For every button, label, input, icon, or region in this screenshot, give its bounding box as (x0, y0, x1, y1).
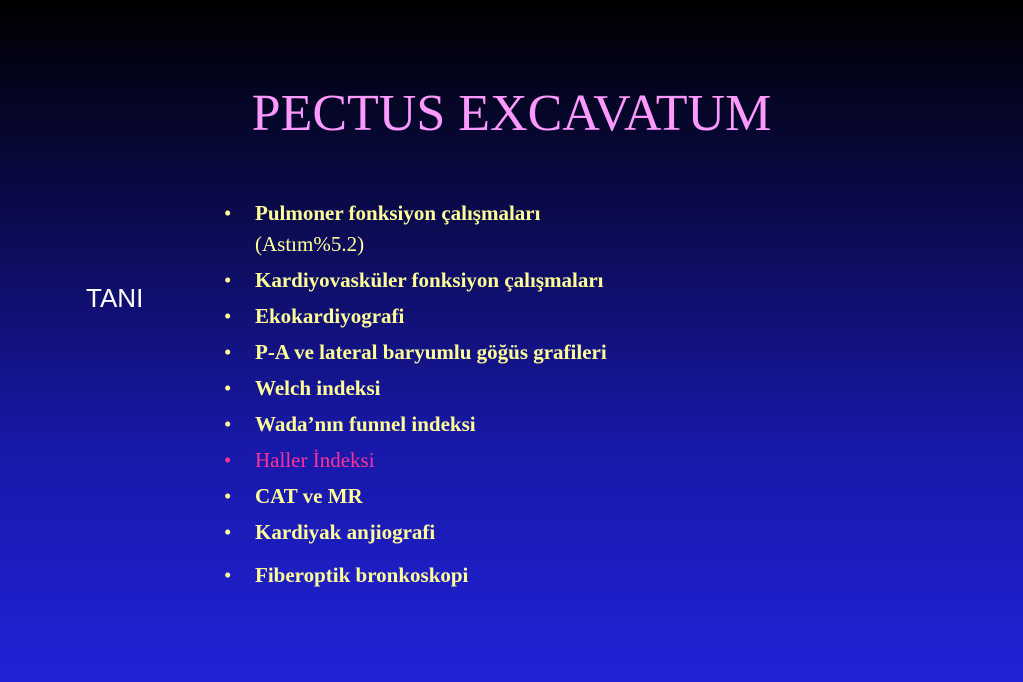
bullet-glyph: • (224, 448, 232, 472)
bullet-text: Welch indeksi (255, 376, 381, 400)
bullet-glyph: • (224, 304, 232, 328)
bullet-text: P-A ve lateral baryumlu göğüs grafileri (255, 340, 607, 364)
side-label: TANI (86, 283, 144, 313)
bullet-glyph: • (224, 268, 232, 292)
bullet-glyph: • (224, 563, 232, 587)
bullet-text: Ekokardiyografi (255, 304, 405, 328)
bullet-glyph: • (224, 520, 232, 544)
bullet-item-highlighted (224, 445, 624, 476)
bullet-subtext: (Astım%5.2) (255, 232, 365, 256)
bullet-item (224, 560, 624, 591)
bullet-text: Pulmoner fonksiyon çalışmaları (255, 201, 541, 225)
bullet-glyph: • (224, 484, 232, 508)
bullet-glyph: • (224, 340, 232, 364)
bullet-text: Kardiyak anjiografi (255, 520, 436, 544)
bullet-glyph: • (224, 201, 232, 225)
bullet-item (224, 409, 624, 440)
bullet-glyph: • (224, 376, 232, 400)
bullet-text: Haller İndeksi (255, 448, 375, 472)
bullet-glyph: • (224, 412, 232, 436)
bullet-text: Fiberoptik bronkoskopi (255, 563, 469, 587)
bullet-item (224, 301, 624, 332)
bullet-text: CAT ve MR (255, 484, 363, 508)
bullet-item (224, 337, 624, 368)
bullet-item (224, 265, 624, 296)
bullet-item (224, 373, 624, 404)
bullet-text: Kardiyovasküler fonksiyon çalışmaları (255, 268, 604, 292)
bullet-list (224, 198, 624, 596)
slide-title: PECTUS EXCAVATUM (251, 85, 772, 142)
bullet-item (224, 481, 624, 512)
bullet-item (224, 517, 624, 548)
bullet-text: Wada’nın funnel indeksi (255, 412, 476, 436)
bullet-item (224, 198, 624, 260)
